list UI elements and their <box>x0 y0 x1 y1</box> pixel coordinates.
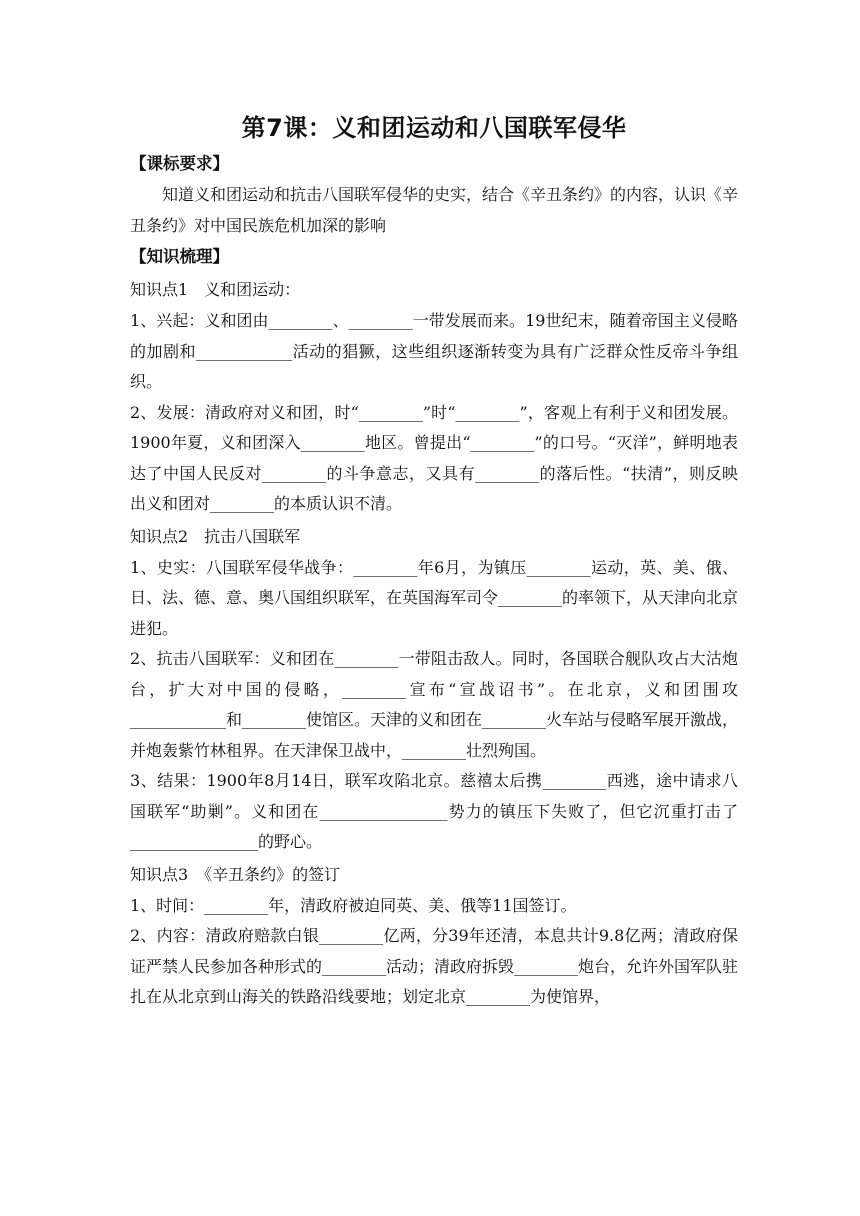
kp1-item-rise: 1、兴起：义和团由________、________一带发展而来。19世纪末，随着帝国主义侵略的加剧和____________活动的猖獗，这些组织逐渐转变为具有广泛群众性反帝斗争组织。 <box>130 311 738 391</box>
knowledge-point-1-title: 知识点1 义和团运动： <box>130 280 301 299</box>
kp1-item-development: 2、发展：清政府对义和团，时“________”时“________”，客观上有利于义和团发展。1900年夏，义和团深入________地区。曾提出“________”的口号。“灭洋”，鲜明地表达了中国人民反对________的斗争意志，又具有________的落后性。“扶清”，则反映出义和团对________的本质认识不清。 <box>130 402 738 513</box>
standards-paragraph: 知道义和团运动和抗击八国联军侵华的史实，结合《辛丑条约》的内容，认识《辛丑条约》对中国民族危机加深的影响 <box>130 185 739 235</box>
lesson-title: 第7课：义和团运动和八国联军侵华 <box>241 114 627 142</box>
kp2-item-resistance: 2、抗击八国联军：义和团在________一带阻击敌人。同时，各国联合舰队攻占大沽炮台，扩大对中国的侵略，________宣布“宣战诏书”。在北京，义和团围攻____________和________使馆区。天津的义和团在________火车站与侵略军展开激战，并炮轰紫竹林租界。在天津保卫战中，________壮烈殉国。 <box>130 649 739 760</box>
kp2-item-history: 1、史实：八国联军侵华战争：________年6月，为镇压________运动，英、美、俄、日、法、德、意、奥八国组织联军，在英国海军司令________的率领下，从天津向北京进犯。 <box>130 557 739 638</box>
section-heading-knowledge: 【知识梳理】 <box>130 247 229 266</box>
knowledge-point-2-title: 知识点2 抗击八国联军 <box>130 526 301 546</box>
kp3-item-content: 2、内容：清政府赔款白银________亿两，分39年还清，本息共计9.8亿两；清政府保证严禁人民参加各种形式的________活动；清政府拆毁________炮台，允许外国军队驻扎在从北京到山海关的铁路沿线要地；划定北京________为使馆界， <box>130 926 739 1006</box>
kp3-item-time: 1、时间：________年，清政府被迫同英、美、俄等11国签订。 <box>130 895 577 915</box>
section-heading-standards: 【课标要求】 <box>130 154 229 173</box>
document-page <box>130 108 738 1013</box>
kp2-item-result: 3、结果：1900年8月14日，联军攻陷北京。慈禧太后携________西逃，途中请求八国联军“助剿”。义和团在________________势力的镇压下失败了，但它沉重打击了________________的野心。 <box>130 771 738 851</box>
knowledge-point-3-title: 知识点3 《辛丑条约》的签订 <box>130 864 341 884</box>
